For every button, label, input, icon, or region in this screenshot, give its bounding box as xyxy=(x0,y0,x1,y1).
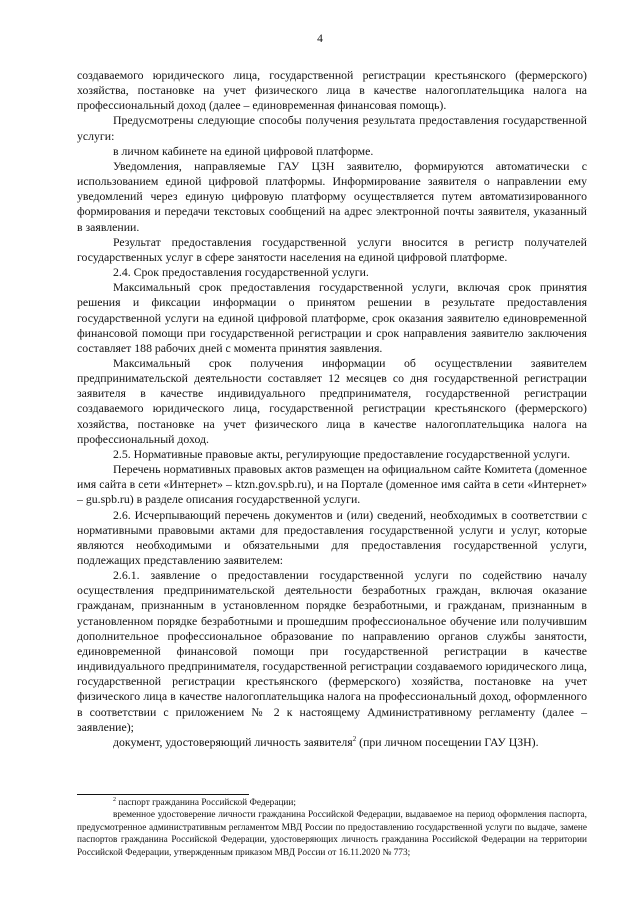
section-heading: 2.4. Срок предоставления государственной услуги. xyxy=(113,265,369,280)
paragraph: Уведомления, направляемые ГАУ ЦЗН заявителю, формируются автоматически с использованием единой цифровой платформы. Информирование заявителя о направлении ему уведомлений через единую цифровую платформу осуществляется путем автоматизированного формирования и передачи текстовых сообщений на адрес электронной почты заявителя, указанный в заявлении. xyxy=(77,158,587,234)
footnote-text: паспорт гражданина Российской Федерации; xyxy=(116,798,296,808)
page-number: 4 xyxy=(317,33,323,45)
footnote: временное удостоверение личности гражданина Российской Федерации, выдаваемое на период оформления паспорта, предусмотренное административным регламентом МВД России по предоставлению государственной услуги по выдаче, замене паспортов гражданина Российской Федерации, удостоверяющих личность гражданина Российской Федерации на территории Российской Федерации, утвержденным приказом МВД России от 16.11.2020 № 773; xyxy=(77,810,587,858)
footnote xyxy=(77,797,587,809)
footnotes xyxy=(77,797,587,859)
footnote-ref[interactable]: 2 xyxy=(352,734,357,743)
paragraph: 2.6.1. заявление о предоставлении государственной услуги по содействию началу осуществления предпринимательской деятельности безработных граждан, включая оказание гражданам, признанным в установленном порядке безработными, и гражданам, признанным в установленном порядке безработными и прошедшим профессиональное обучение или получившим дополнительное профессиональное образование по направлению органов службы занятости, единовременной финансовой помощи при государственной регистрации в качестве индивидуального предпринимателя, государственной регистрации создаваемого юридического лица, государственной регистрации крестьянского (фермерского) хозяйства, постановке на учет физического лица в качестве налогоплательщика налога на профессиональный доход, оформленного в соответствии с приложением № 2 к настоящему Административному регламенту (далее – заявление); xyxy=(77,568,587,734)
paragraph: создаваемого юридического лица, государственной регистрации крестьянского (фермерского) хозяйства, постановке на учет физического лица в качестве налогоплательщика налога на профессиональный доход (далее – единовременная финансовая помощь). xyxy=(77,68,587,113)
footnote-separator xyxy=(77,794,249,795)
document-body xyxy=(77,68,587,750)
section-heading: 2.5. Нормативные правовые акты, регулирующие предоставление государственной услуги. xyxy=(113,446,571,461)
paragraph xyxy=(77,735,587,750)
paragraph: Максимальный срок получения информации об осуществлении заявителем предпринимательской деятельности составляет 12 месяцев со дня государственной регистрации заявителя в качестве индивидуального предпринимателя, государственной регистрации создаваемого юридического лица, государственной регистрации крестьянского (фермерского) хозяйства, постановке на учет физического лица в качестве налогоплательщика налога на профессиональный доход. xyxy=(77,355,587,446)
paragraph-text: документ, удостоверяющий личность заявителя xyxy=(113,734,353,749)
paragraph: в личном кабинете на единой цифровой платформе. xyxy=(113,143,374,158)
paragraph: Максимальный срок предоставления государственной услуги, включая срок принятия решения и фиксации информации о принятом решении в результате предоставления государственной услуги на единой цифровой платформе, срок оказания заявителю единовременной финансовой помощи при государственной регистрации и срок направления заявителю заключения составляет 188 рабочих дней с момента принятия заявления. xyxy=(77,280,587,355)
paragraph-text-after: (при личном посещении ГАУ ЦЗН). xyxy=(356,734,539,749)
paragraph: Перечень нормативных правовых актов размещен на официальном сайте Комитета (доменное имя сайта в сети «Интернет» – ktzn.gov.spb.ru), и на Портале (доменное имя сайта в сети «Интернет» – gu.spb.ru) в разделе описания государственной услуги. xyxy=(77,462,587,507)
footnote-marker: 2 xyxy=(113,796,116,803)
paragraph: Предусмотрены следующие способы получения результата предоставления государственной услуги: xyxy=(77,113,587,143)
section-heading: 2.6. Исчерпывающий перечень документов и (или) сведений, необходимых в соответствии с нормативными правовыми актами для предоставления государственной услуги и услуг, которые являются необходимыми и обязательными для предоставления государственной услуги, подлежащих представлению заявителем: xyxy=(77,507,587,567)
paragraph: Результат предоставления государственной услуги вносится в регистр получателей государственных услуг в сфере занятости населения на единой цифровой платформе. xyxy=(77,234,587,264)
